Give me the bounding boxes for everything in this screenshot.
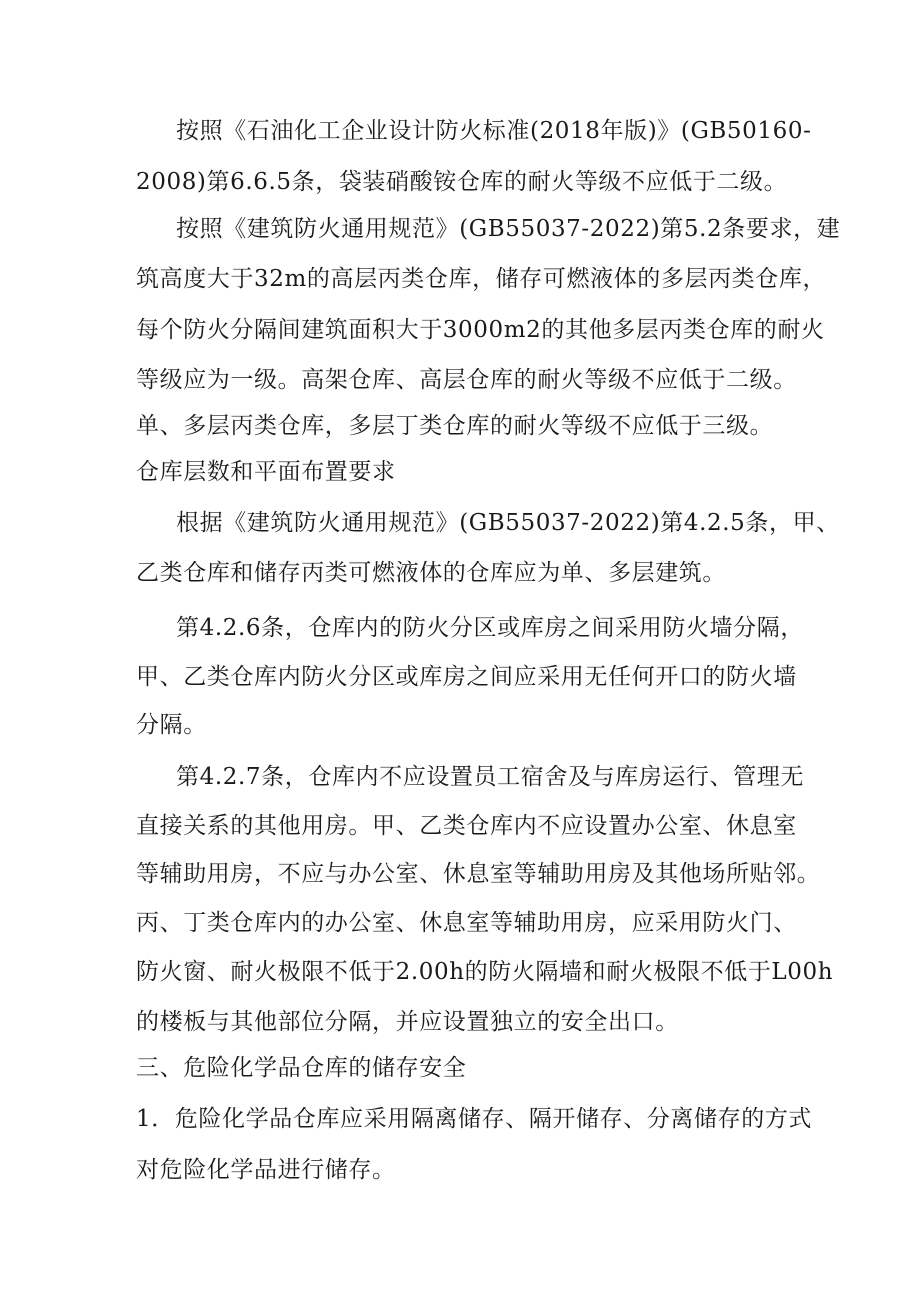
paragraph-line: 2008)第6.6.5条，袋装硝酸铵仓库的耐火等级不应低于二级。 xyxy=(136,169,788,195)
paragraph-line: 乙类仓库和储存丙类可燃液体的仓库应为单、多层建筑。 xyxy=(136,560,726,586)
paragraph-line: 甲、乙类仓库内防火分区或库房之间应采用无任何开口的防火墙 xyxy=(136,664,797,690)
paragraph-line: 直接关系的其他用房。甲、乙类仓库内不应设置办公室、休息室 xyxy=(136,813,797,839)
section-heading: 三、危险化学品仓库的储存安全 xyxy=(136,1055,467,1081)
paragraph-line: 对危险化学品进行储存。 xyxy=(136,1157,396,1183)
paragraph-line: 等级应为一级。高架仓库、高层仓库的耐火等级不应低于二级。 xyxy=(136,367,797,393)
paragraph-line: 每个防火分隔间建筑面积大于3000m2的其他多层丙类仓库的耐火 xyxy=(136,317,825,343)
paragraph-line: 第4.2.6条，仓库内的防火分区或库房之间采用防火墙分隔， xyxy=(176,615,804,641)
paragraph-line: 等辅助用房，不应与办公室、休息室等辅助用房及其他场所贴邻。 xyxy=(136,861,821,887)
paragraph-line: 根据《建筑防火通用规范》(GB55037-2022)第4.2.5条，甲、 xyxy=(176,510,840,536)
paragraph-line: 单、多层丙类仓库，多层丁类仓库的耐火等级不应低于三级。 xyxy=(136,413,774,439)
paragraph-line: 分隔。 xyxy=(136,712,207,738)
paragraph-line: 丙、丁类仓库内的办公室、休息室等辅助用房，应采用防火门、 xyxy=(136,910,797,936)
paragraph-line: 第4.2.7条，仓库内不应设置员工宿舍及与库房运行、管理无 xyxy=(176,764,804,790)
paragraph-line: 1．危险化学品仓库应采用隔离储存、隔开储存、分离储存的方式 xyxy=(136,1106,813,1132)
paragraph-line: 的楼板与其他部位分隔，并应设置独立的安全出口。 xyxy=(136,1009,679,1035)
paragraph-line: 按照《石油化工企业设计防火标准(2018年版)》(GB50160- xyxy=(176,118,812,144)
paragraph-line: 按照《建筑防火通用规范》(GB55037-2022)第5.2条要求，建 xyxy=(176,216,841,242)
paragraph-line: 防火窗、耐火极限不低于2.00h的防火隔墙和耐火极限不低于L00h xyxy=(136,959,834,985)
paragraph-line: 筑高度大于32m的高层丙类仓库，储存可燃液体的多层丙类仓库， xyxy=(136,266,827,292)
section-heading: 仓库层数和平面布置要求 xyxy=(136,459,396,485)
